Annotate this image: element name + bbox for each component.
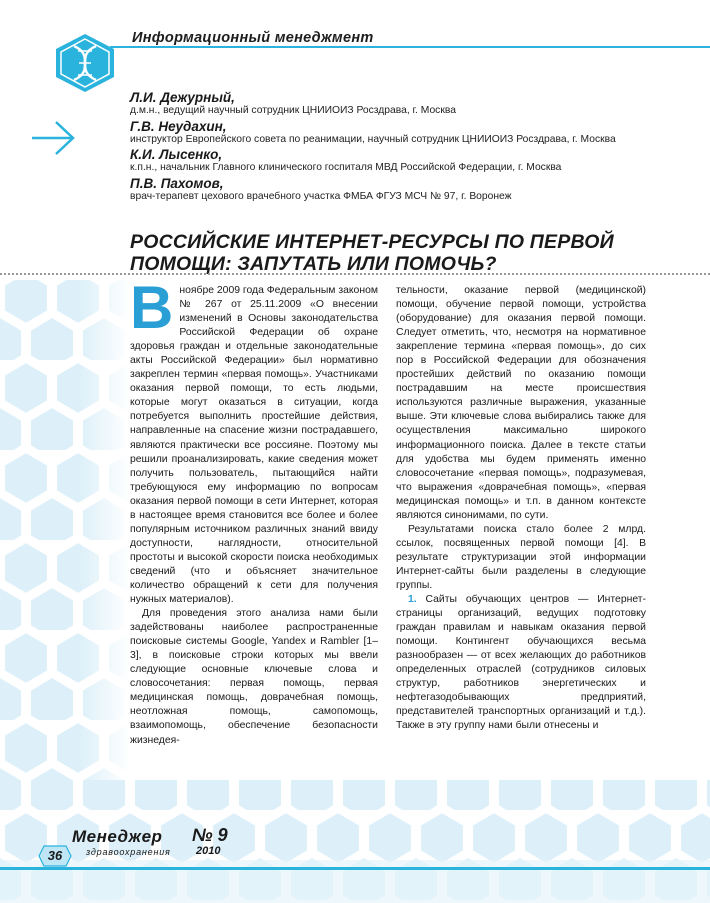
- author-entry: [130, 147, 690, 175]
- authors-block: [130, 90, 690, 204]
- header-rule: [110, 46, 710, 48]
- author-entry: [130, 90, 690, 118]
- author-affiliation: д.м.н., ведущий научный сотрудник ЦНИИОИЗ Росздрава, г. Москва: [130, 105, 456, 116]
- page-number: 36: [47, 848, 63, 863]
- text-column-left: [130, 274, 378, 748]
- text-column-right: [396, 284, 646, 734]
- drop-cap: В: [130, 274, 174, 341]
- journal-name: Менеджер: [72, 827, 163, 846]
- author-entry: [130, 119, 690, 147]
- author-name: Г.В. Неудахин,: [130, 118, 227, 134]
- dna-hexagon-icon: [52, 32, 118, 94]
- author-name: К.И. Лысенко,: [130, 147, 223, 162]
- paragraph-text: Сайты обучающих центров — Интернет-страницы организаций, ведущих подготовку граждан правилам и навыкам оказания первой помощи. Контингент обучающихся весьма разнообразен — от всех желающих до работников определенных отраслей (сотрудников силовых структур, работников энергетических и нефтегазодобывающих предприятий, представителей транспортных организаций и т.д.). Также в эту группу нами были отнесены и: [396, 594, 646, 732]
- arrow-right-icon: [30, 118, 76, 158]
- title-divider: [0, 273, 710, 275]
- paragraph: Результатами поиска стало более 2 млрд. ссылок, посвященных первой помощи [4]. В результате структуризации этой информации Интернет-сайты были разделены в следующие группы.: [396, 523, 646, 591]
- author-affiliation: инструктор Европейского совета по реанимации, научный сотрудник ЦНИИОИЗ Росздрава, г. Москва: [130, 133, 616, 145]
- article-title: РОССИЙСКИЕ ИНТЕРНЕТ-РЕСУРСЫ ПО ПЕРВОЙ ПОМОЩИ: ЗАПУТАТЬ ИЛИ ПОМОЧЬ?: [130, 231, 614, 275]
- page-footer: [0, 815, 710, 903]
- section-title: Информационный менеджмент: [132, 30, 374, 46]
- journal-subtitle: здравоохранения: [86, 847, 171, 857]
- paragraph: Для проведения этого анализа нами были задействованы наиболее распространенные поисковые системы Google, Yandex и Rambler [1–3], в поисковые строки которых мы ввели следующие основные ключевые слова и словосочетания: первая помощь, первая медицинская помощь, доврачебная помощь, неотложная помощь, самопомощь, взаимопомощь, обеспечение безопасности жизнедея-: [130, 608, 378, 746]
- footer-rule: [0, 867, 710, 870]
- paragraph-text: ноябре 2009 года Федеральным законом № 267 от 25.11.2009 «О внесении изменений в Основы законодательства Российской Федерации об охране здоровья граждан и отдельные законодательные акты Российской Федерации» был нормативно закреплен термин «первая помощь». Участниками оказания первой помощи, то есть людьми, которые могут оказаться в ситуации, когда потребуется выполнить простейшие действия, направленные на спасение жизни пострадавшего, являются практически все россияне. Поэтому мы решили проанализировать, какие сведения может получить пользователь, пытающийся найти требующуюся ему информацию по вопросам оказания первой помощи в сети Интернет, которая в настоящее время становится все более и более популярным источником различных знаний ввиду доступности, наглядности, относительной простоты и высокой скорости поиска необходимых сведений (что и объясняет значительное количество обращений к сети для получения нужных материалов).: [130, 285, 378, 606]
- author-name: П.В. Пахомов,: [130, 175, 224, 191]
- author-affiliation: к.п.н., начальник Главного клинического госпиталя МВД Российской Федерации, г. Москва: [130, 162, 562, 173]
- list-number: 1.: [408, 594, 417, 606]
- issue-year: 2010: [196, 845, 221, 857]
- paragraph: [130, 274, 378, 607]
- paragraph: [396, 593, 646, 733]
- paragraph: тельности, оказание первой (медицинской) помощи, обучение первой помощи, устройства (оборудование) для оказания первой помощи. Следует отметить, что, несмотря на нормативное закрепление термина «первая помощь», до сих пор в Российской Федерации для обозначения простейших действий по оказанию помощи пострадавшим на месте происшествия используются различные выражения, указанные выше. Эти ключевые слова выбирались также для осуществления максимально широкого информационного поиска. Далее в тексте статьи для удобства мы будем применять именно словосочетание «первая помощь», подразумевая, что выражения «доврачебная помощь», «первая медицинская помощь» и т.п. в данном контексте являются синонимами, по сути.: [396, 285, 646, 521]
- author-name: Л.И. Дежурный,: [130, 90, 235, 105]
- author-affiliation: врач-терапевт цехового врачебного участка ФМБА ФГУЗ МСЧ № 97, г. Воронеж: [130, 190, 512, 202]
- issue-number: № 9: [192, 825, 228, 845]
- author-entry: [130, 176, 690, 204]
